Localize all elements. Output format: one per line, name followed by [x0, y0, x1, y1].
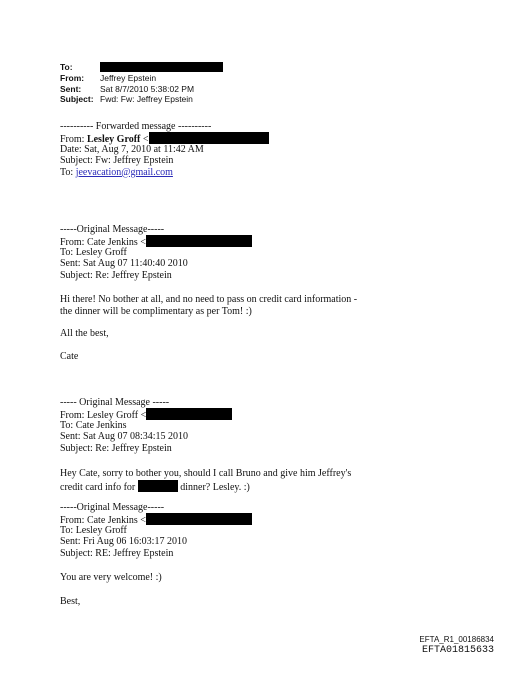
- from-label: From:: [60, 73, 85, 84]
- original-3-sent-line: Sent: Fri Aug 06 16:03:17 2010: [60, 536, 187, 548]
- original-2-from-line: From: Lesley Groff <: [60, 408, 232, 419]
- sent-value: Sat 8/7/2010 5:38:02 PM: [100, 83, 195, 94]
- redaction-box: [100, 62, 223, 72]
- original-1-divider: -----Original Message-----: [60, 224, 165, 235]
- header-subject-row: [60, 94, 223, 104]
- forwarded-message-block: [60, 121, 269, 178]
- header-to-row: [60, 62, 223, 73]
- original-1-subject-line: Subject: Re: Jeffrey Epstein: [60, 269, 172, 281]
- original-message-1-header: [60, 224, 252, 281]
- forwarded-divider: ---------- Forwarded message ----------: [60, 121, 212, 132]
- subject-label: Subject:: [60, 93, 94, 104]
- original-message-3-header: [60, 502, 252, 559]
- bates-number-small: EFTA_R1_00186834: [419, 635, 494, 644]
- forwarded-subject-line: Subject: Fw: Jeffrey Epstein: [60, 155, 174, 167]
- redaction-box: [146, 408, 232, 420]
- sent-label: Sent:: [60, 83, 82, 94]
- original-3-closing: Best,: [60, 596, 81, 607]
- email-link[interactable]: jeevacation@gmail.com: [75, 166, 173, 178]
- original-1-body: [60, 294, 357, 317]
- original-2-divider: ----- Original Message -----: [60, 397, 170, 408]
- original-1-body-line: the dinner will be complimentary as per Tom! :): [60, 305, 252, 317]
- from-value: Jeffrey Epstein: [100, 73, 157, 84]
- original-1-from-line: From: Cate Jenkins <: [60, 235, 252, 246]
- original-3-body: You are very welcome! :): [60, 572, 162, 583]
- email-header: [60, 62, 223, 104]
- original-2-body-line: Hey Cate, sorry to bother you, should I call Bruno and give him Jeffrey's: [60, 468, 352, 479]
- original-2-body: [60, 468, 351, 493]
- original-1-closing: All the best,: [60, 328, 109, 339]
- header-sent-row: [60, 84, 223, 94]
- redaction-box: [138, 480, 178, 492]
- original-2-body-line: credit card info for dinner? Lesley. :): [60, 481, 250, 493]
- original-3-to-line: To: Lesley Groff: [60, 524, 127, 536]
- forwarded-from-name: Lesley Groff: [86, 134, 141, 146]
- original-3-subject-line: Subject: RE: Jeffrey Epstein: [60, 547, 174, 559]
- to-label: To:: [60, 62, 73, 72]
- original-1-body-line: Hi there! No bother at all, and no need to pass on credit card information -: [60, 294, 358, 305]
- original-1-signature: Cate: [60, 351, 79, 362]
- original-2-sent-line: Sent: Sat Aug 07 08:34:15 2010: [60, 431, 189, 443]
- original-message-2-header: [60, 397, 232, 454]
- redaction-box: [149, 132, 269, 144]
- redaction-box: [146, 235, 252, 247]
- original-2-to-line: To: Cate Jenkins: [60, 419, 127, 431]
- subject-value: Fwd: Fw: Jeffrey Epstein: [100, 93, 193, 104]
- forwarded-date-line: Date: Sat, Aug 7, 2010 at 11:42 AM: [60, 143, 204, 155]
- to-value: [100, 62, 223, 73]
- original-1-sent-line: Sent: Sat Aug 07 11:40:40 2010: [60, 258, 188, 270]
- original-1-to-line: To: Lesley Groff: [60, 246, 127, 258]
- header-from-row: [60, 73, 223, 83]
- original-2-subject-line: Subject: Re: Jeffrey Epstein: [60, 442, 172, 454]
- forwarded-from-line: From: Lesley Groff <: [60, 132, 269, 143]
- redaction-box: [146, 513, 252, 525]
- forwarded-to-line: To: jeevacation@gmail.com: [60, 166, 173, 178]
- original-3-from-line: From: Cate Jenkins <: [60, 513, 252, 524]
- original-3-divider: -----Original Message-----: [60, 502, 165, 513]
- bates-number-large: EFTA01815633: [421, 645, 494, 656]
